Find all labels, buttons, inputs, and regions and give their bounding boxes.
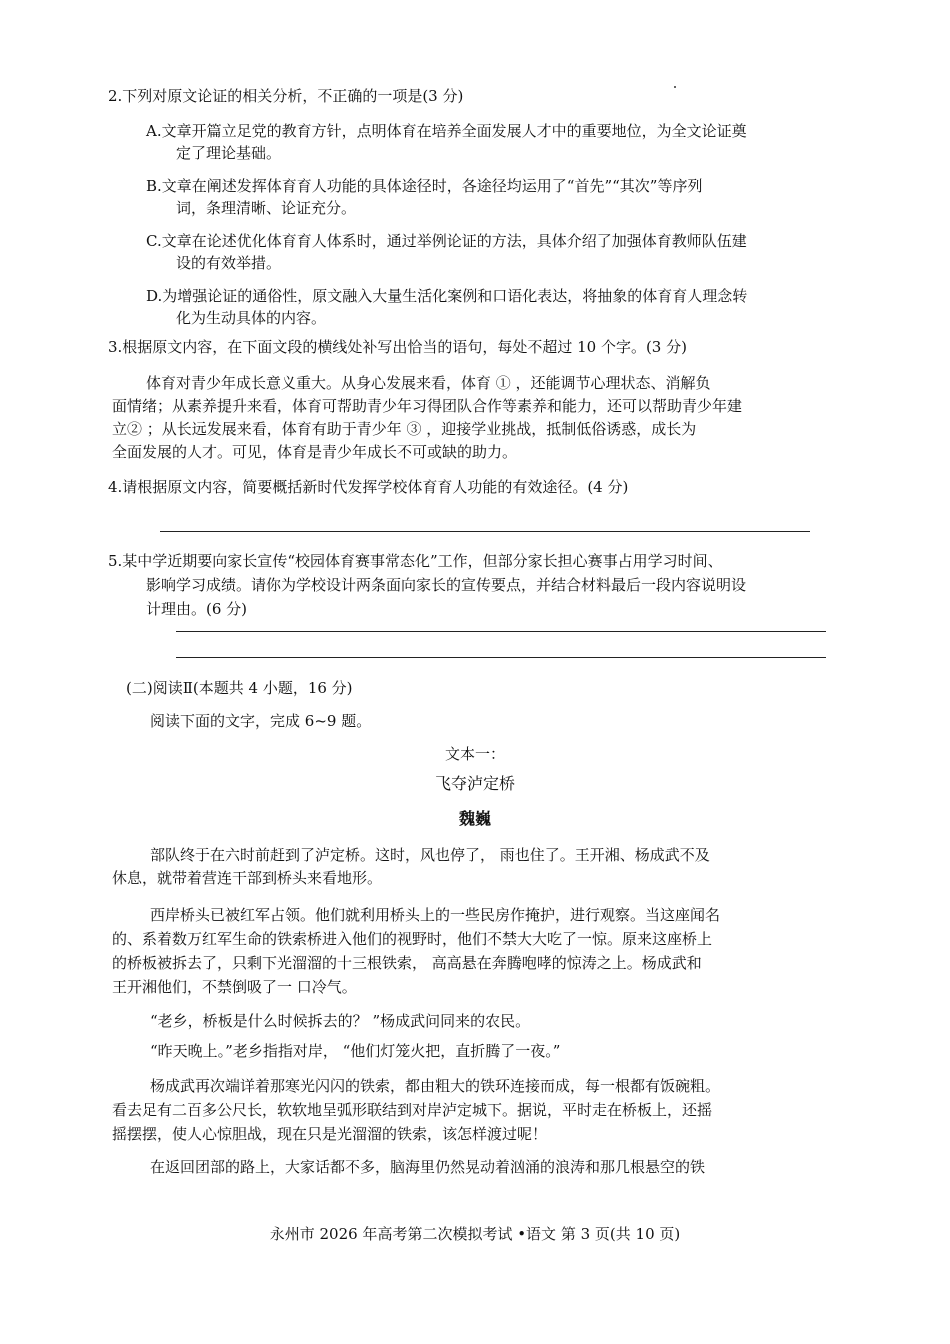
story-p1-line2: 休息，就带着营连干部到桥头来看地形。 [112,869,383,887]
story-p2-line1: 西岸桥头已被红军占领。他们就利用桥头上的一些民房作掩护，进行观察。当这座闻名 [150,906,721,924]
stray-dot [674,86,676,88]
section2-instruction: 阅读下面的文字，完成 6~9 题。 [150,712,372,730]
q5-stem-line1: 5.某中学近期要向家长宣传“校园体育赛事常态化”工作，但部分家长担心赛事占用学习时间、 [108,552,723,570]
q5-stem-line3: 计理由。(6 分) [146,600,248,618]
q3-passage-line2: 面情绪；从素养提升来看，体育可帮助青少年习得团队合作等素养和能力，还可以帮助青少年建 [112,397,743,415]
story-p5-line3: 摇摆摆，使人心惊胆战，现在只是光溜溜的铁索，该怎样渡过呢！ [112,1125,548,1143]
q5-answer-line-2[interactable] [176,657,826,658]
q2-option-c-line1: C.文章在论述优化体育育人体系时，通过举例论证的方法，具体介绍了加强体育教师队伍建 [146,232,747,250]
story-p5-line1: 杨成武再次端详着那寒光闪闪的铁索，都由粗大的铁环连接而成，每一根都有饭碗粗。 [150,1077,721,1095]
q3-stem: 3.根据原文内容，在下面文段的横线处补写出恰当的语句，每处不超过 10 个字。(3 分) [108,338,687,356]
q2-option-c-line2: 设的有效举措。 [176,254,282,272]
q2-option-a-line2: 定了理论基础。 [176,144,282,162]
story-p5-line2: 看去足有二百多公尺长，软软地呈弧形联结到对岸泸定城下。据说，平时走在桥板上，还摇 [112,1101,713,1119]
story-p2-line3: 的桥板被拆去了，只剩下光溜溜的十三根铁索， 高高悬在奔腾咆哮的惊涛之上。杨成武和 [112,954,702,972]
q2-option-b-line1: B.文章在阐述发挥体育育人功能的具体途径时，各途径均运用了“首先”“其次”等序列 [146,177,703,195]
story-title: 飞夺泸定桥 [434,774,515,793]
q4-answer-line[interactable] [160,531,810,532]
story-p6: 在返回团部的路上，大家话都不多，脑海里仍然晃动着汹涌的浪涛和那几根悬空的铁 [150,1158,706,1176]
q2-option-a-line1: A.文章开篇立足党的教育方针，点明体育在培养全面发展人才中的重要地位，为全文论证奠 [146,122,747,140]
q2-option-d-line2: 化为生动具体的内容。 [176,309,327,327]
story-p2-line4: 王开湘他们，不禁倒吸了一 口冷气。 [112,978,357,996]
story-p3: “老乡，桥板是什么时候拆去的？ ”杨成武问同来的农民。 [150,1012,531,1030]
section2-heading: (二)阅读Ⅱ(本题共 4 小题，16 分) [126,679,353,697]
story-p2-line2: 的、系着数万红军生命的铁索桥进入他们的视野时，他们不禁大大吃了一惊。原来这座桥上 [112,930,713,948]
q3-passage-line3: 立② ；从长远发展来看，体育有助于青少年 ③ ，迎接学业挑战，抵制低俗诱惑，成长为 [112,420,697,438]
q2-stem: 2.下列对原文论证的相关分析，不正确的一项是(3 分) [108,87,464,105]
q4-stem: 4.请根据原文内容，简要概括新时代发挥学校体育育人功能的有效途径。(4 分) [108,478,629,496]
story-author: 魏巍 [458,809,491,828]
text1-label: 文本一： [444,745,505,763]
q3-passage-line4: 全面发展的人才。可见，体育是青少年成长不可或缺的助力。 [112,443,518,461]
page-footer: 永州市 2026 年高考第二次模拟考试 •语文 第 3 页(共 10 页) [269,1225,681,1243]
q3-passage-line1: 体育对青少年成长意义重大。从身心发展来看，体育 ① ，还能调节心理状态、消解负 [146,374,711,392]
q5-stem-line2: 影响学习成绩。请你为学校设计两条面向家长的宣传要点，并结合材料最后一段内容说明设 [146,576,747,594]
q5-answer-line-1[interactable] [176,631,826,632]
story-p4: “昨天晚上。”老乡指指对岸， “他们灯笼火把，直折腾了一夜。” [150,1042,561,1060]
q2-option-d-line1: D.为增强论证的通俗性，原文融入大量生活化案例和口语化表达，将抽象的体育育人理念转 [146,287,748,305]
story-p1-line1: 部队终于在六时前赶到了泸定桥。这时，风也停了， 雨也住了。王开湘、杨成武不及 [150,846,710,864]
q2-option-b-line2: 词，条理清晰、论证充分。 [176,199,357,217]
